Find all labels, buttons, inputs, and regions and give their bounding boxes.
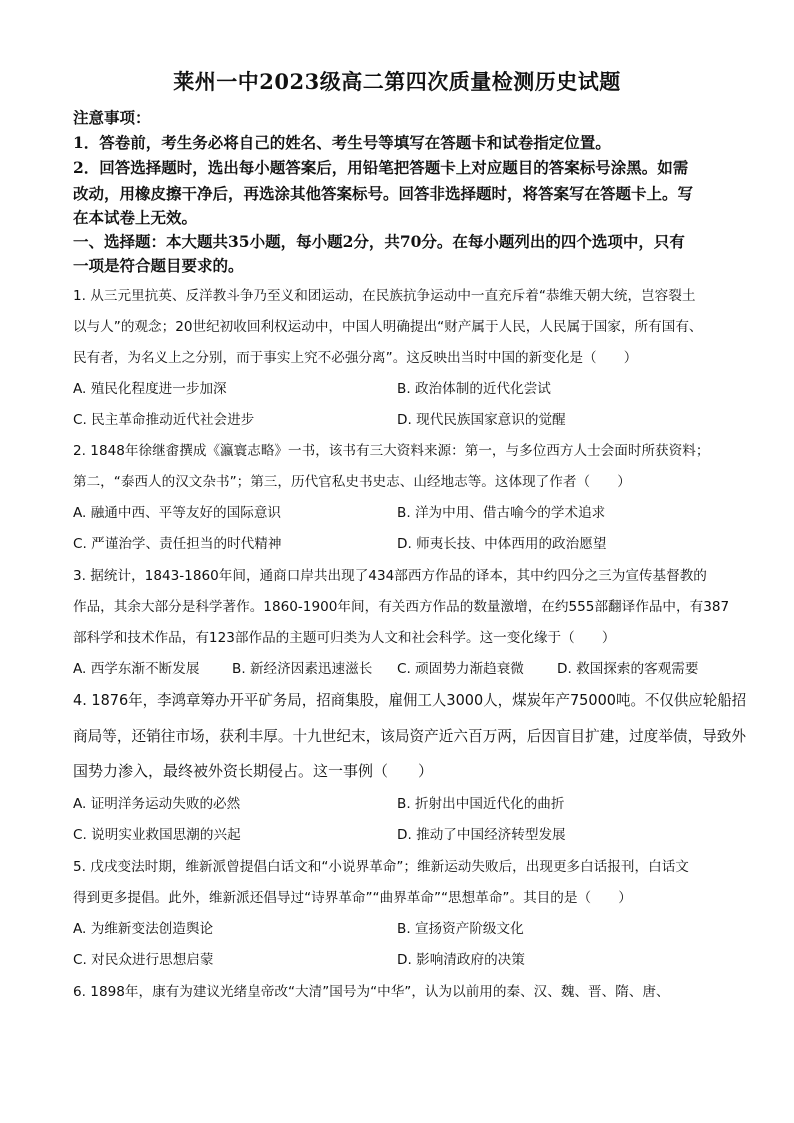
- question-1-option-d: D. 现代民族国家意识的觉醒: [397, 412, 566, 428]
- question-5-text: 得到更多提倡。此外，维新派还倡导过“诗界革命”“曲界革命”“思想革命”。其目的是（ ）: [73, 890, 632, 906]
- question-6-text: 6. 1898年，康有为建议光绪皇帝改“大清”国号为“中华”，认为以前用的秦、汉、魏、晋、隋、唐、: [73, 984, 670, 1000]
- question-2-option-b: B. 洋为中用、借古喻今的学术追求: [397, 505, 606, 521]
- question-3-option-a: A. 西学东渐不断发展: [73, 661, 200, 677]
- question-5-option-b: B. 宣扬资产阶级文化: [397, 921, 524, 937]
- notice-line: 在本试卷上无效。: [73, 208, 198, 227]
- question-5-text: 5. 戊戌变法时期，维新派曾提倡白话文和“小说界革命”；维新运动失败后，出现更多白话报刊，白话文: [73, 859, 689, 875]
- question-1-option-a: A. 殖民化程度进一步加深: [73, 381, 227, 397]
- question-3-text: 3. 据统计，1843-1860年间，通商口岸共出现了434部西方作品的译本，其中约四分之三为宣传基督教的: [73, 568, 707, 584]
- notice-line: 1．答卷前，考生务必将自己的姓名、考生号等填写在答题卡和试卷指定位置。: [73, 133, 611, 152]
- question-2-text: 第二，“泰西人的汉文杂书”；第三，历代官私史书史志、山经地志等。这体现了作者（ ）: [73, 474, 631, 490]
- question-1-option-b: B. 政治体制的近代化尝试: [397, 381, 551, 397]
- question-5-option-a: A. 为维新变法创造舆论: [73, 921, 214, 937]
- section-heading: 一项是符合题目要求的。: [73, 256, 244, 275]
- question-3-option-d: D. 救国探索的客观需要: [557, 661, 699, 677]
- question-4-text: 国势力渗入，最终被外资长期侵占。这一事例（ ）: [73, 762, 434, 780]
- section-heading: 一、选择题：本大题共35小题，每小题2分，共70分。在每小题列出的四个选项中，只有: [73, 232, 685, 251]
- question-4-option-c: C. 说明实业救国思潮的兴起: [73, 827, 241, 843]
- notice-line: 改动，用橡皮擦干净后，再选涂其他答案标号。回答非选择题时，将答案写在答题卡上。写: [73, 184, 694, 203]
- notice-line: 2．回答选择题时，选出每小题答案后，用铅笔把答题卡上对应题目的答案标号涂黑。如需: [73, 158, 689, 177]
- question-1-text: 民有者，为名义上之分别，而于事实上究不必强分离”。这反映出当时中国的新变化是（ ）: [73, 350, 638, 366]
- question-2-option-d: D. 师夷长技、中体西用的政治愿望: [397, 536, 607, 552]
- notice-heading: 注意事项：: [73, 108, 151, 127]
- question-2-text: 2. 1848年徐继畬撰成《瀛寰志略》一书，该书有三大资料来源：第一，与多位西方人士会面时所获资料；: [73, 443, 710, 459]
- question-4-text: 商局等，还销往市场，获利丰厚。十九世纪末，该局资产近六百万两，后因盲目扩建，过度举债，导致外: [73, 727, 747, 745]
- question-1-text: 1. 从三元里抗英、反洋教斗争乃至义和团运动，在民族抗争运动中一直充斥着“恭维天朝大统，岂容裂土: [73, 288, 696, 304]
- question-2-option-a: A. 融通中西、平等友好的国际意识: [73, 505, 282, 521]
- question-4-option-a: A. 证明洋务运动失败的必然: [73, 796, 241, 812]
- question-4-text: 4. 1876年，李鸿章筹办开平矿务局，招商集股，雇佣工人3000人，煤炭年产75000吨。不仅供应轮船招: [73, 691, 747, 709]
- question-1-text: 以与人”的观念；20世纪初收回利权运动中，中国人明确提出“财产属于人民，人民属于国家，所有国有、: [73, 319, 703, 335]
- question-3-text: 部科学和技术作品，有123部作品的主题可归类为人文和社会科学。这一变化缘于（ ）: [73, 630, 616, 646]
- question-3-text: 作品，其余大部分是科学著作。1860-1900年间，有关西方作品的数量激增，在约555部翻译作品中，有387: [73, 599, 730, 615]
- question-4-option-b: B. 折射出中国近代化的曲折: [397, 796, 565, 812]
- question-3-option-c: C. 顽固势力渐趋衰微: [397, 661, 524, 677]
- question-1-option-c: C. 民主革命推动近代社会进步: [73, 412, 255, 428]
- question-3-option-b: B. 新经济因素迅速滋长: [232, 661, 373, 677]
- page-title: 莱州一中2023级高二第四次质量检测历史试题: [173, 69, 621, 94]
- question-5-option-d: D. 影响清政府的决策: [397, 952, 525, 968]
- question-2-option-c: C. 严谨治学、责任担当的时代精神: [73, 536, 282, 552]
- question-4-option-d: D. 推动了中国经济转型发展: [397, 827, 566, 843]
- question-5-option-c: C. 对民众进行思想启蒙: [73, 952, 214, 968]
